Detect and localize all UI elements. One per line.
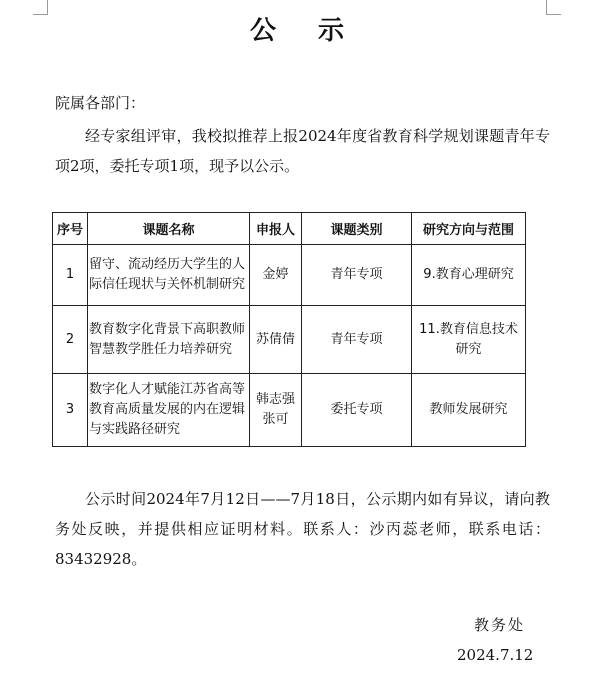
direction-line: 11.教育信息技术 <box>419 321 518 337</box>
cell-project-name: 留守、流动经历大学生的人际信任现状与关怀机制研究 <box>88 245 250 306</box>
cell-category: 青年专项 <box>302 306 412 374</box>
cell-applicant <box>250 306 302 374</box>
cell-direction <box>412 306 526 374</box>
cell-serial: 1 <box>53 245 88 306</box>
cell-project-name: 教育数字化背景下高职教师智慧教学胜任力培养研究 <box>88 306 250 374</box>
header-project-name: 课题名称 <box>88 213 250 245</box>
cell-applicant <box>250 245 302 306</box>
applicant-name: 金婷 <box>262 267 289 282</box>
cell-project-name: 数字化人才赋能江苏省高等教育高质量发展的内在逻辑与实践路径研究 <box>88 374 250 447</box>
direction-line: 教师发展研究 <box>429 402 508 417</box>
notice-paragraph: 公示时间2024年7月12日——7月18日，公示期内如有异议，请向教务处反映，并提供相应证明材料。联系人：沙丙蕊老师，联系电话：83432928。 <box>55 490 550 568</box>
cell-serial: 3 <box>53 374 88 447</box>
cell-applicant <box>250 374 302 447</box>
projects-table <box>52 212 526 447</box>
applicant-name: 张可 <box>262 412 289 427</box>
direction-line: 9.教育心理研究 <box>423 267 514 282</box>
cell-serial: 2 <box>53 306 88 374</box>
intro-paragraph: 经专家组评审，我校拟推荐上报2024年度省教育科学规划课题青年专项2项，委托专项1项，现予以公示。 <box>55 127 550 175</box>
header-applicant: 申报人 <box>250 213 302 245</box>
cell-category: 委托专项 <box>302 374 412 447</box>
header-direction: 研究方向与范围 <box>412 213 526 245</box>
signature-date: 2024.7.12 <box>457 646 534 664</box>
header-serial: 序号 <box>53 213 88 245</box>
table-row <box>53 306 526 374</box>
direction-line: 研究 <box>455 341 482 357</box>
cell-category: 青年专项 <box>302 245 412 306</box>
page-title: 公示 <box>249 16 386 46</box>
cell-direction <box>412 245 526 306</box>
cell-direction <box>412 374 526 447</box>
applicant-name: 韩志强 <box>255 392 295 407</box>
signature-department: 教务处 <box>474 616 526 634</box>
table-row <box>53 374 526 447</box>
table-row <box>53 245 526 306</box>
applicant-name: 苏倩倩 <box>255 331 295 347</box>
salutation: 院属各部门： <box>55 94 146 112</box>
header-category: 课题类别 <box>302 213 412 245</box>
table-header-row <box>53 213 526 245</box>
